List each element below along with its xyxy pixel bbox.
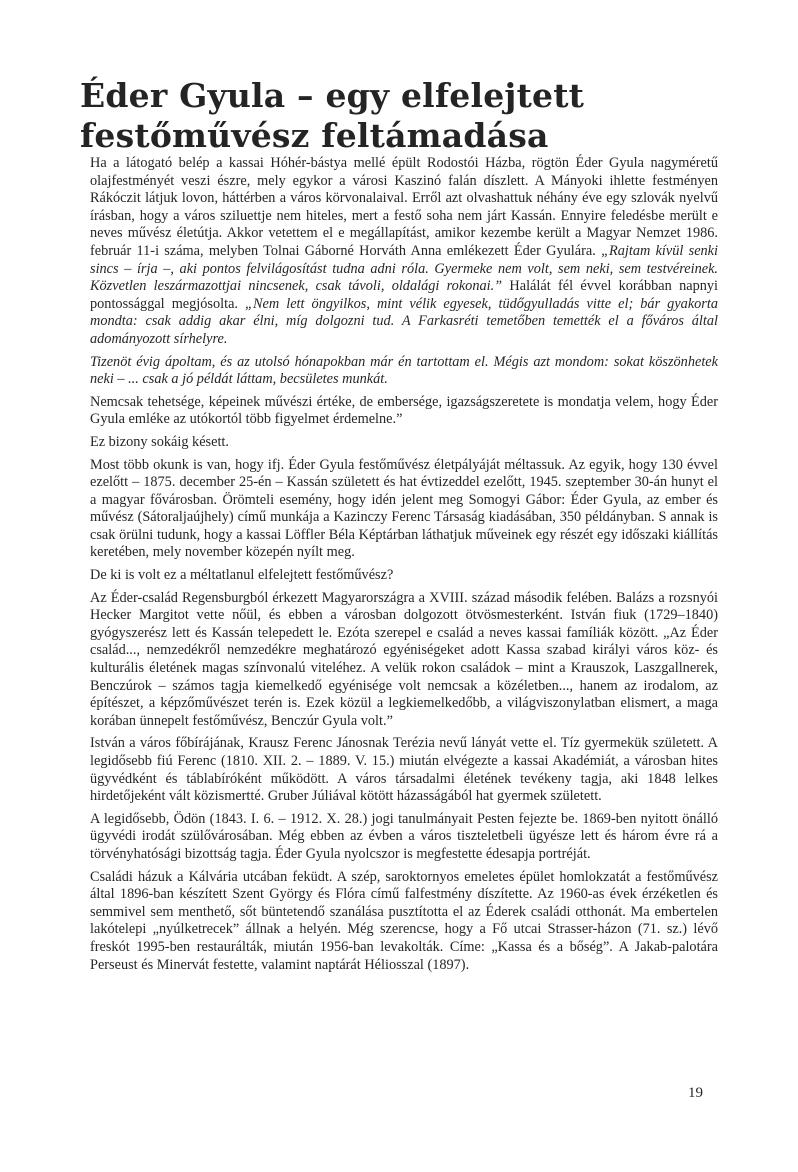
paragraph-5: Most több okunk is van, hogy ifj. Éder Gyula festőművész életpályáját méltassuk. Az egyik, hogy 130 évvel ezelőtt – 1875. december 25-én – Kassán született és hat évtizeddel ezelőtt, 1945. szeptember 30-án hunyt el a magyar fővárosban. Örömteli esemény, hogy idén jelent meg Somogyi Gábor: Éder Gyula, az ember és művész (Sátoraljaújhely) című munkája a Kazinczy Ferenc Társaság kiadásában, 350 példányban. S annak is csak örülni tudunk, hogy a kassai Löffler Béla Képtárban láthatjuk műveinek egy részét egy időszaki kiállítás keretében, mely november közepén nyílt meg. — [90, 456, 718, 561]
paragraph-3: Nemcsak tehetsége, képeinek művészi értéke, de embersége, igazságszeretete is mondatja velem, hogy Éder Gyula emléke az utókortól több figyelmet érdemelne.” — [90, 393, 718, 428]
paragraph-8: István a város főbírájának, Krausz Ferenc Jánosnak Terézia nevű lányát vette el. Tíz gyermekük született. A legidősebb fiú Ferenc (1810. XII. 2. – 1889. V. 15.) miután elvégezte a kassai Akadémiát, a városban hites ügyvédként és táblabíróként működött. A város társadalmi életének tevékeny tagja, aki 1848 lelkes hirdetőjeként vált közismertté. Gruber Júliával kötött házasságából hat gyermek született. — [90, 735, 718, 805]
quote-letter: „Rajtam kívül senki sincs – írja –, aki pontos felvilágosítást tudna adni róla. Gyermeke nem volt, sem neki, sem testvéreinek. Közvetlen leszármazottjai nincsenek, csak távoli, oldalági rokonai.” — [90, 242, 719, 295]
article-body — [90, 155, 718, 979]
page-number: 19 — [688, 1085, 703, 1101]
paragraph-4: Ez bizony sokáig késett. — [90, 433, 229, 450]
paragraph-6: De ki is volt ez a méltatlanul elfelejtett festőművész? — [90, 567, 394, 584]
paragraph-9: A legidősebb, Ödön (1843. I. 6. – 1912. X. 28.) jogi tanulmányait Pesten fejezte be. 1869-ben nyitott önálló ügyvédi irodát szülővárosában. Még ebben az évben a város tiszteletbeli ügyésze lett és három évre rá a törvényhatósági bizottság tagja. Éder Gyula nyolcszor is megfestette édesapja portréját. — [90, 810, 718, 862]
paragraph-10: Családi házuk a Kálvária utcában feküdt. A szép, saroktornyos emeletes épület homlokzatát a festőművész által 1896-ban készített Szent György és Flóra című falfestmény díszítette. Az 1960-as évek érzéketlen és semmivel sem menthető, sőt büntetendő szanálása pusztította el az Éderek családi otthonát. Ma embertelen lakótelepi „nyúlketrecek” állnak a helyén. Még szerencse, hogy a Fő utcai Strasser-házon (71. sz.) lévő freskót 1995-ben restaurálták, miután 1956-ban levakolták. Címe: „Kassa és a bőség”. A Jakab-palotára Perseust és Minervát festette, valamint naptárát Héliosszal (1897). — [90, 868, 718, 973]
paragraph-7: Az Éder-család Regensburgból érkezett Magyarországra a XVIII. század második felében. Balázs a rozsnyói Hecker Margitot vette nőül, és ebben a városban dolgozott ötvösmesterként. István fiuk (1729–1840) gyógyszerész lett és Kassán telepedett le. Ezóta szerepel e család a neves kassai famíliák között. „Az Éder család..., nemzedékről nemzedékre meghatározó egyéniségeket adott Kassa szabad királyi város köz- és kulturális életének magas színvonalú viteléhez. A velük rokon családok – mint a Krauszok, Laszgallnerek, Benczúrok – számos tagja kiemelkedő egyénisége volt nemcsak a közéletben..., hanem az irodalom, az építészet, a képzőművészet terén is. Ezek közül a legkiemelkedőbb, a világviszonylatban elismert, a maga korában ünnepelt festőművész, Benczúr Gyula volt.” — [90, 589, 718, 729]
paragraph-intro — [90, 155, 718, 349]
quote-letter-continued: „Nem lett öngyilkos, mint vélik egyesek, tüdőgyulladás vitte el; bár gyakorta mondta: csak addig akar élni, míg dolgozni tud. A Farkasréti temetőben temették el a főváros által adományozott sírhelyre. — [90, 295, 718, 347]
paragraph-intro-mid: Halálát fél évvel korábban napnyi pontossággal megjósolta. — [90, 278, 719, 312]
quote-paragraph: Tizenöt évig ápoltam, és az utolsó hónapokban már én tartottam el. Mégis azt mondom: sokat köszönhetek neki – ... csak a jó példát láttam, becsületes munkát. — [90, 353, 718, 388]
paragraph-intro-text: Ha a látogató belép a kassai Hóhér-bástya mellé épült Rodostói Házba, rögtön Éder Gyula nagyméretű olajfestményét veszi észre, mely egykor a városi Kaszinó falán díszlett. A Mányoki ihlette festményen Rákóczit látjuk lovon, háttérben a város körvonalaival. Erről azt olvashattuk néhány éve egy szlovák nyelvű írásban, hogy a város sziluettje nem hiteles, mert a festő soha nem járt Kassán. Ennyire feledésbe merült e neves művész életútja. Akkor vetettem el e megállapítást, amikor kezembe került a Magyar Nemzet 1986. február 11-i száma, melyben Tolnai Gáborné Horváth Anna emlékezett Éder Gyulára. — [90, 155, 718, 259]
article-title: Éder Gyula – egy elfelejtett festőművész feltámadása — [80, 76, 585, 155]
